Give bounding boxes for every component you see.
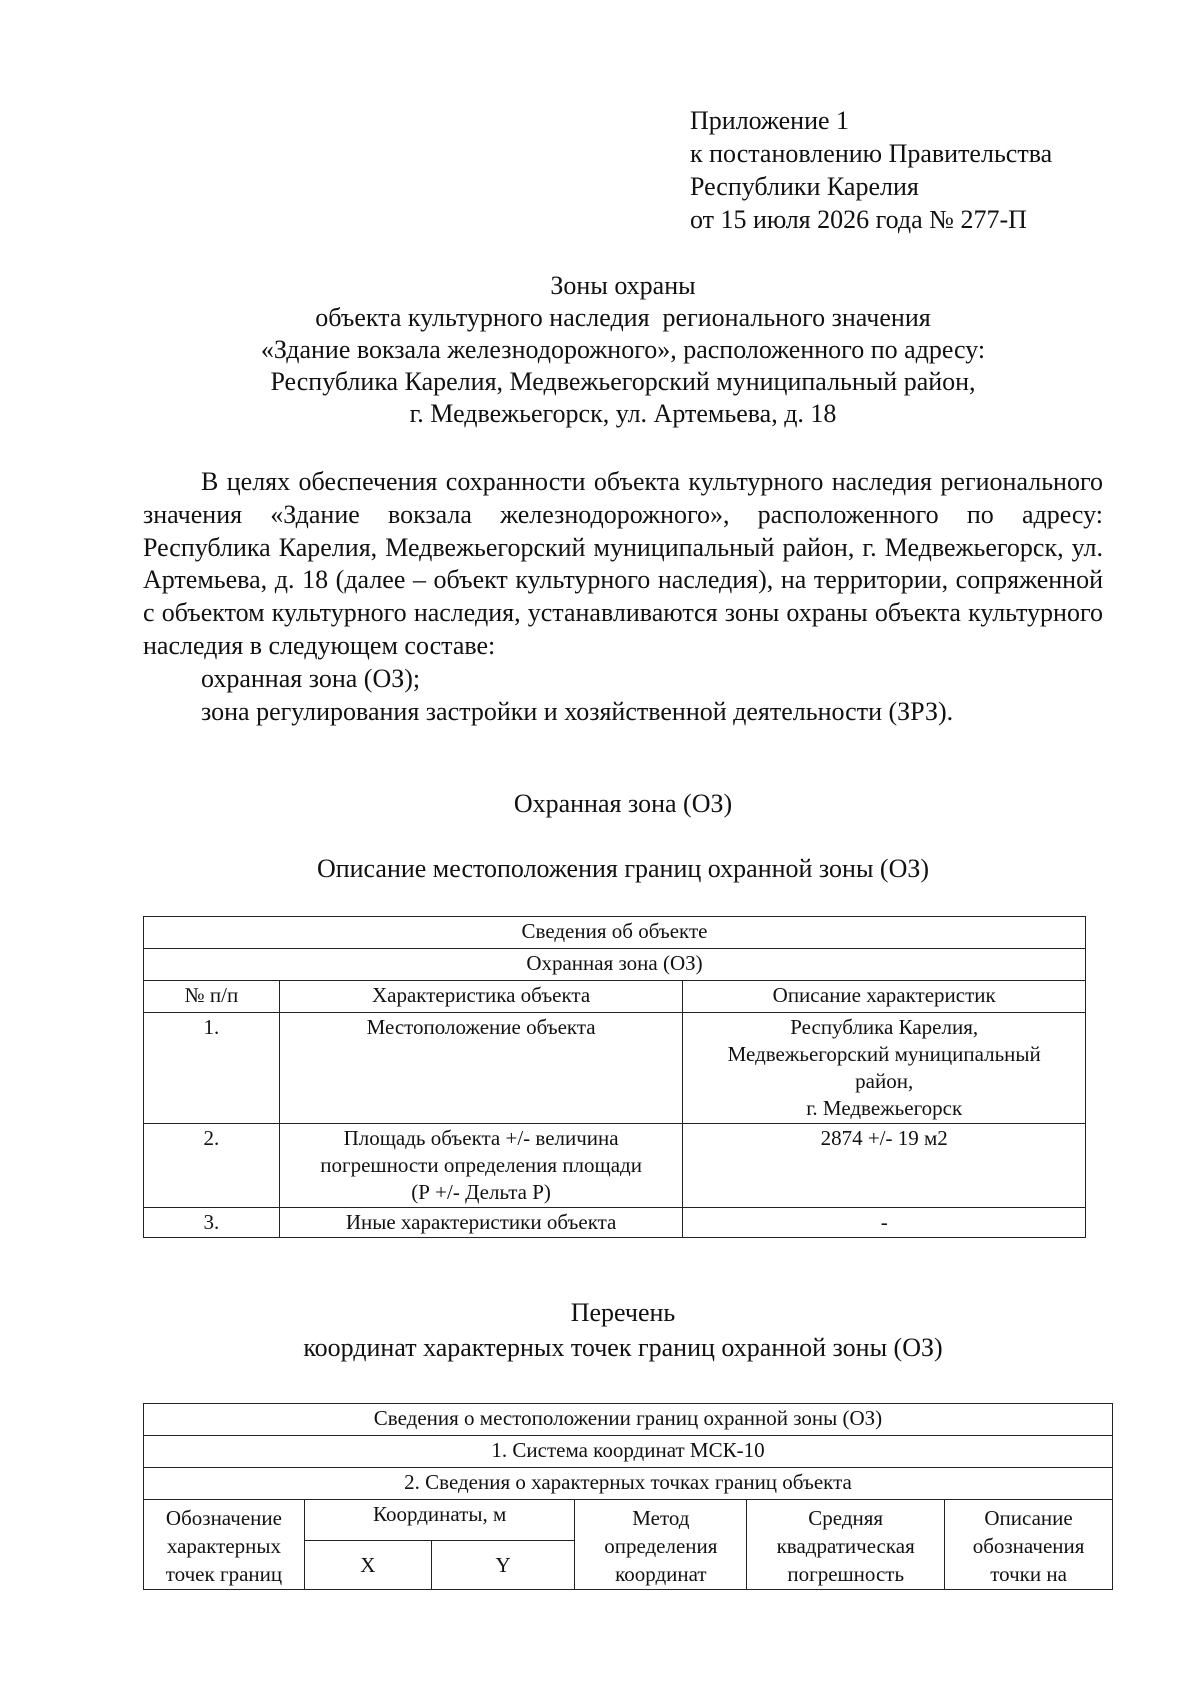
appendix-header: [690, 104, 1140, 236]
row2-name-line: (Р +/- Дельта Р): [411, 1180, 551, 1204]
row2-name: [279, 1124, 683, 1208]
table1-header-characteristic: Характеристика объекта: [279, 981, 683, 1013]
header-line: характерных: [166, 1534, 282, 1558]
header-point-designation: [144, 1500, 305, 1590]
header-method: [575, 1500, 747, 1590]
header-line: квадратическая: [776, 1534, 915, 1558]
table-row: [144, 1124, 1086, 1208]
intro-paragraph: В целях обеспечения сохранности объекта культурного наследия регионального значения «Здание вокзала железнодорожного», расположенного по адресу: Республика Карелия, Медвежьегорский муниципальный район, г. Медвежьегорск, ул. Артемьева, д. 18 (далее – объект культурного наследия), на территории, сопряженной с объектом культурного наследия, устанавливаются зоны охраны объекта культурного наследия в следующем составе:: [143, 467, 1103, 660]
header-line: Обозначение: [165, 1506, 282, 1530]
table1-header-num: № п/п: [144, 981, 280, 1013]
row1-value-line: г. Медвежьегорск: [806, 1096, 963, 1120]
header-line: координат: [615, 1562, 707, 1586]
appendix-line-4: от 15 июля 2026 года № 277-П: [690, 205, 1027, 234]
header-x: X: [304, 1541, 431, 1590]
document-title: [143, 270, 1103, 430]
row2-name-line: Площадь объекта +/- величина: [343, 1126, 619, 1150]
title-line-1: Зоны охраны: [550, 271, 696, 300]
header-mean-error: [747, 1500, 945, 1590]
header-line: определения: [604, 1534, 718, 1558]
appendix-line-3: Республики Карелия: [690, 172, 919, 201]
table1-title: Сведения об объекте: [144, 917, 1086, 949]
title-line-5: г. Медвежьегорск, ул. Артемьева, д. 18: [409, 399, 837, 428]
table-row: [144, 1013, 1086, 1124]
section-heading-zone: Охранная зона (ОЗ): [513, 789, 733, 818]
list-item-zrz: зона регулирования застройки и хозяйственной деятельности (ЗРЗ).: [201, 696, 954, 726]
header-line: точек границ: [165, 1562, 283, 1586]
table2-points-info: 2. Сведения о характерных точках границ объекта: [144, 1468, 1113, 1500]
table1-header-description: Описание характеристик: [683, 981, 1086, 1013]
header-line: Описание: [984, 1506, 1073, 1530]
list-heading-line-2: координат характерных точек границ охранной зоны (ОЗ): [303, 1333, 943, 1362]
appendix-line-2: к постановлению Правительства: [690, 139, 1053, 168]
row3-num: 3.: [144, 1208, 280, 1238]
list-item-oz: охранная зона (ОЗ);: [201, 663, 421, 693]
header-line: погрешность: [787, 1562, 905, 1586]
row1-value-line: район,: [855, 1069, 914, 1093]
row2-num: 2.: [144, 1124, 280, 1208]
table2-coord-system: 1. Система координат МСК-10: [144, 1436, 1113, 1468]
row3-value: -: [683, 1208, 1086, 1238]
row1-value-line: Республика Карелия,: [790, 1015, 979, 1039]
appendix-line-1: Приложение 1: [690, 106, 850, 135]
row2-name-line: погрешности определения площади: [320, 1153, 642, 1177]
row2-value: 2874 +/- 19 м2: [683, 1124, 1086, 1208]
header-line: Средняя: [808, 1506, 884, 1530]
header-point-description: [945, 1500, 1113, 1590]
table1-subtitle: Охранная зона (ОЗ): [144, 949, 1086, 981]
row1-value-line: Медвежьегорский муниципальный: [727, 1042, 1041, 1066]
list-heading-line-1: Перечень: [570, 1298, 676, 1327]
body-text: [143, 466, 1103, 728]
section-heading-description: Описание местоположения границ охранной зоны (ОЗ): [316, 854, 930, 883]
title-line-4: Республика Карелия, Медвежьегорский муниципальный район,: [270, 367, 976, 396]
row1-name: Местоположение объекта: [279, 1013, 683, 1124]
coordinates-table: [143, 1403, 1113, 1590]
header-line: точки на: [990, 1562, 1067, 1586]
row1-value: [683, 1013, 1086, 1124]
header-y: Y: [431, 1541, 575, 1590]
header-line: Метод: [632, 1506, 690, 1530]
table-row: [144, 1208, 1086, 1238]
title-line-2: объекта культурного наследия регионального значения: [315, 303, 931, 332]
table2-title: Сведения о местоположении границ охранной зоны (ОЗ): [144, 1404, 1113, 1436]
row1-num: 1.: [144, 1013, 280, 1124]
header-coordinates: Координаты, м: [304, 1500, 575, 1541]
row3-name: Иные характеристики объекта: [279, 1208, 683, 1238]
title-line-3: «Здание вокзала железнодорожного», расположенного по адресу:: [260, 335, 986, 364]
object-info-table: [143, 916, 1086, 1238]
header-line: обозначения: [972, 1534, 1085, 1558]
